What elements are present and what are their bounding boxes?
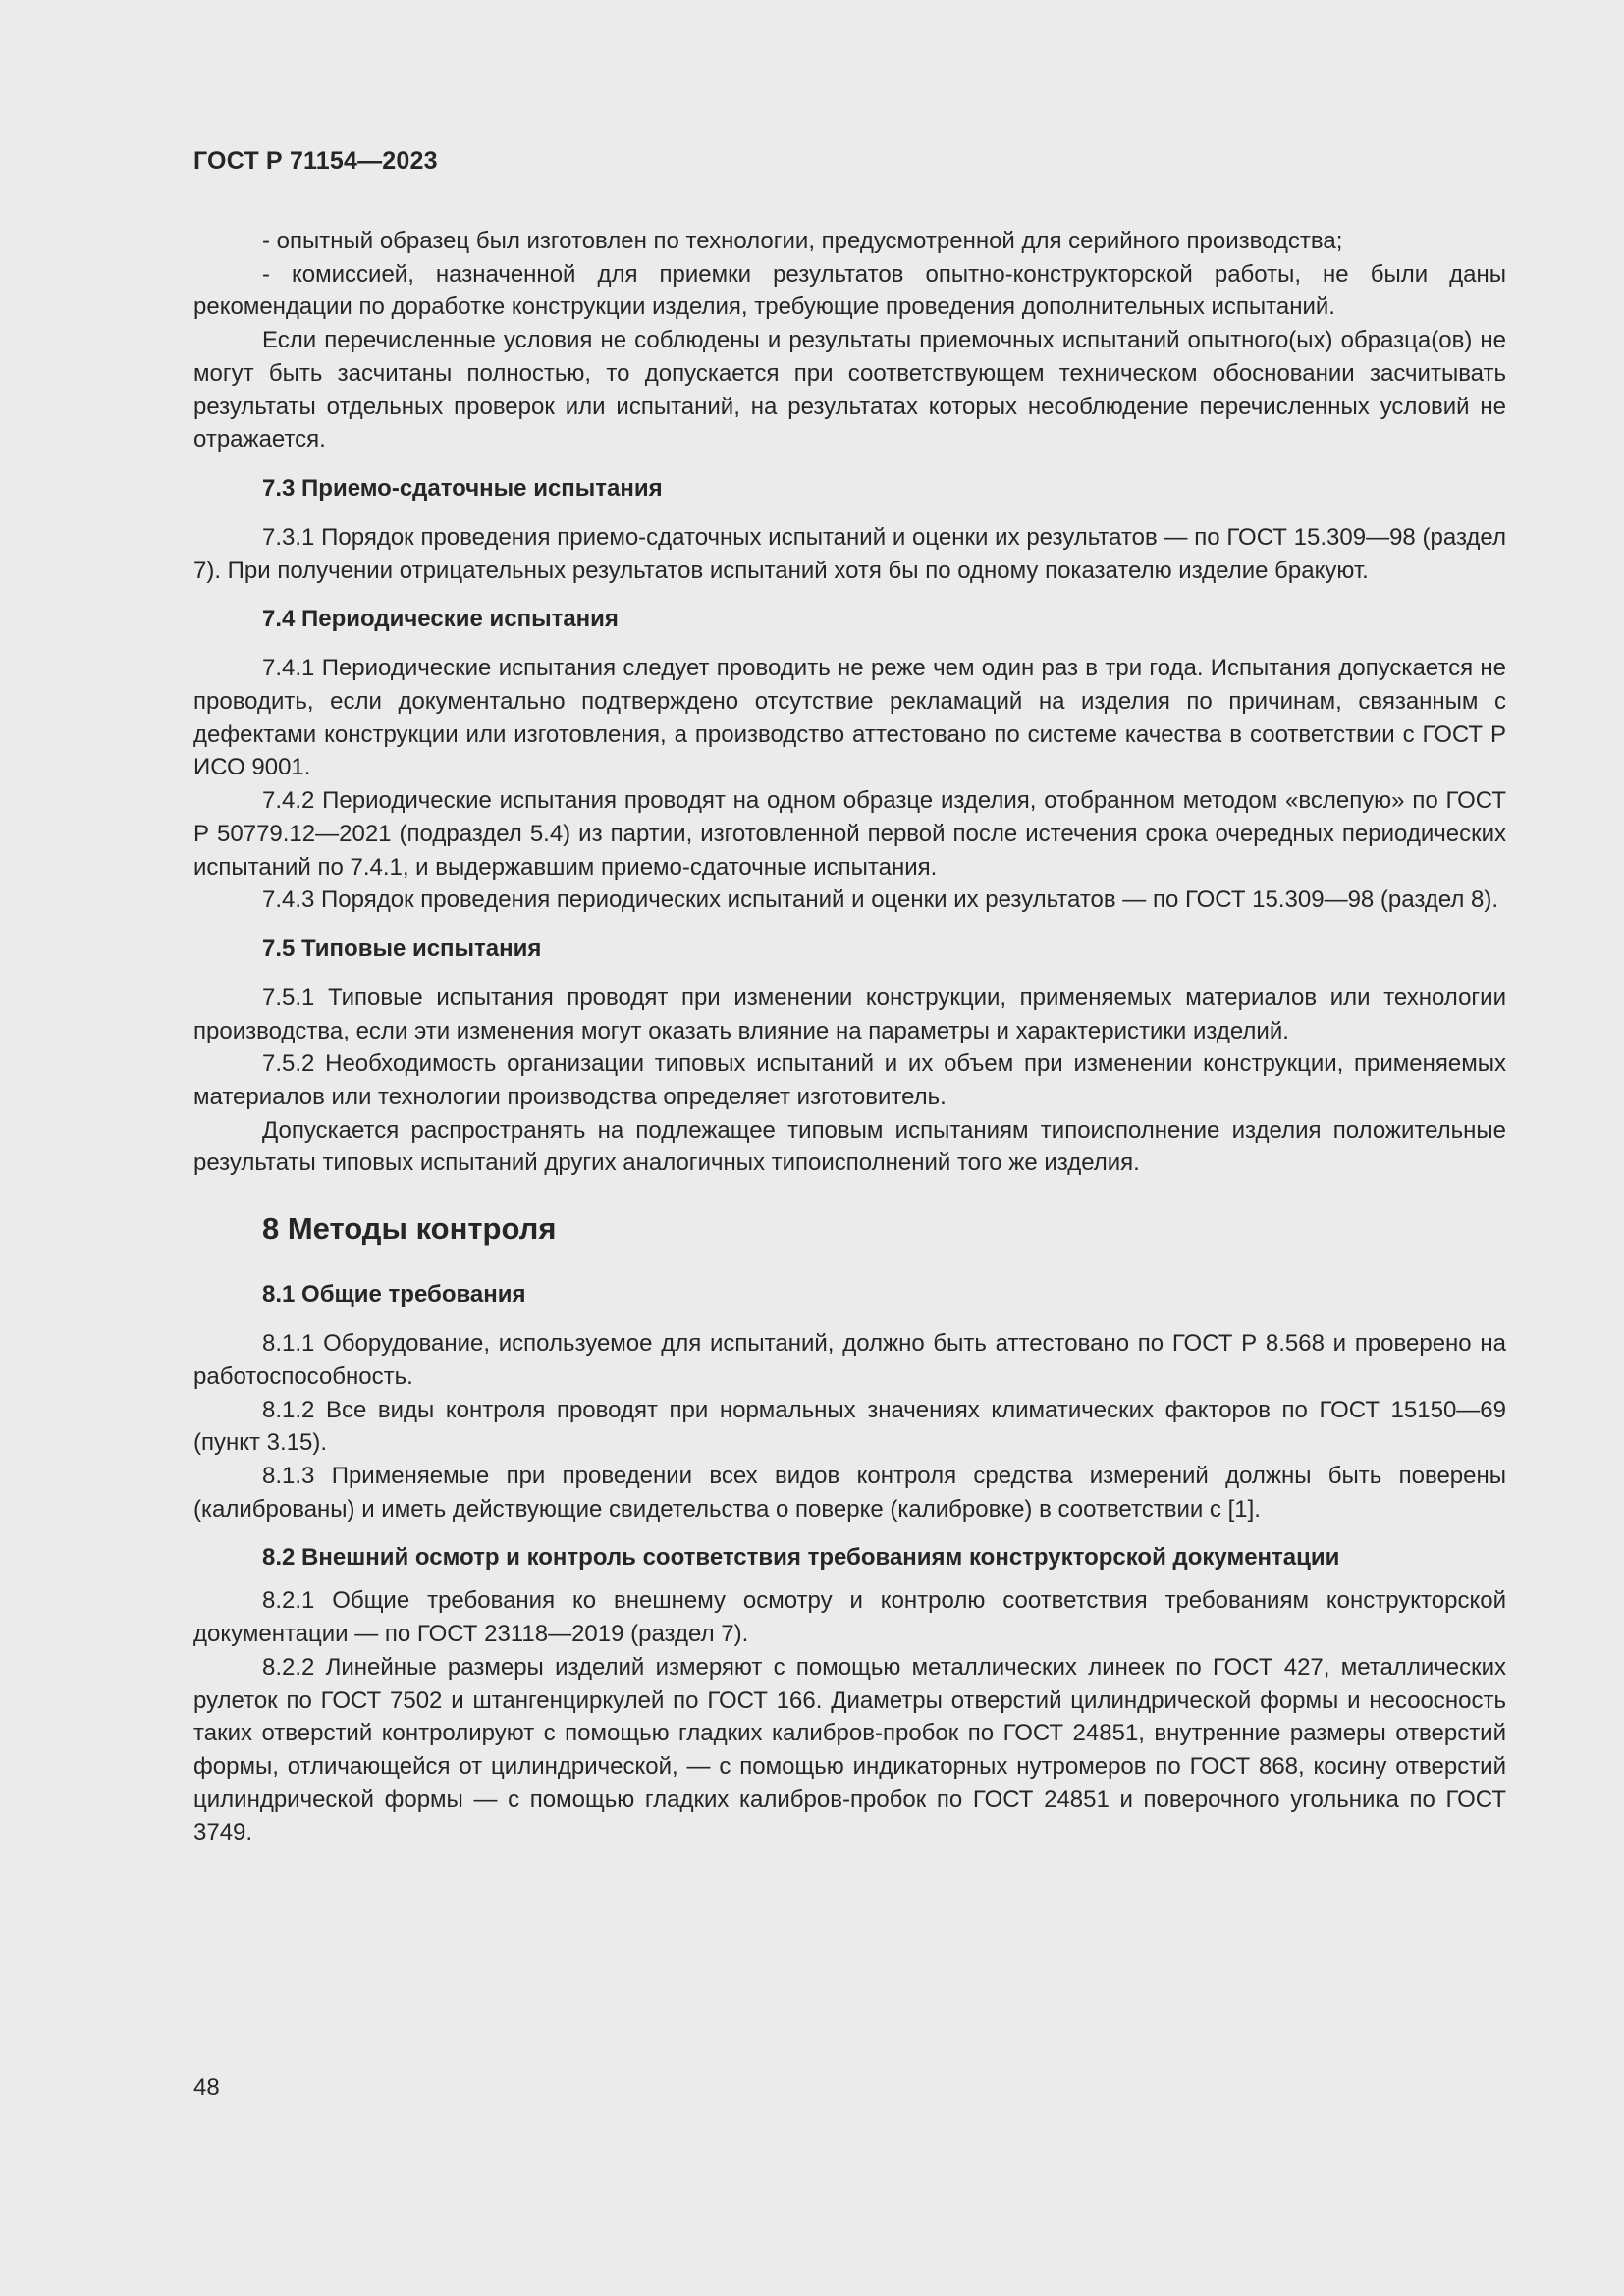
intro-bullet-2: - комиссией, назначенной для приемки результатов опытно-конструкторской работы, не были даны рекомендации по доработке конструкции изделия, требующие проведения дополнительных испытаний. bbox=[193, 260, 1506, 321]
clause-7-4-2: 7.4.2 Периодические испытания проводят на одном образце изделия, отобранном методом «вслепую» по ГОСТ Р 50779.12—2021 (подраздел 5.4) из партии, изготовленной первой после истечения срока очередных периодических испытаний по 7.4.1, и выдержавшим приемо-сдаточные испытания. bbox=[193, 787, 1506, 881]
clause-7-5-3-paragraph: Допускается распространять на подлежащее типовым испытаниям типоисполнение изделия положительные результаты типовых испытаний других аналогичных типоисполнений того же изделия. bbox=[193, 1116, 1506, 1177]
clause-7-4-1: 7.4.1 Периодические испытания следует проводить не реже чем один раз в три года. Испытания допускается не проводить, если документально подтверждено отсутствие рекламаций на изделия по причинам, связанным с дефектами конструкции или изготовления, а производство аттестовано по системе качества в соответствии с ГОСТ Р ИСО 9001. bbox=[193, 655, 1506, 781]
clause-8-2-1: 8.2.1 Общие требования ко внешнему осмотру и контролю соответствия требованиям конструкторской документации — по ГОСТ 23118—2019 (раздел 7). bbox=[193, 1587, 1506, 1648]
section-7-5-heading: 7.5 Типовые испытания bbox=[262, 934, 542, 962]
clause-8-1-1: 8.1.1 Оборудование, используемое для испытаний, должно быть аттестовано по ГОСТ Р 8.568 и проверено на работоспособность. bbox=[193, 1330, 1506, 1390]
clause-7-4-3: 7.4.3 Порядок проведения периодических испытаний и оценки их результатов — по ГОСТ 15.309—98 (раздел 8). bbox=[262, 886, 1499, 914]
clause-8-1-2: 8.1.2 Все виды контроля проводят при нормальных значениях климатических факторов по ГОСТ 15150—69 (пункт 3.15). bbox=[193, 1396, 1506, 1457]
clause-8-1-3: 8.1.3 Применяемые при проведении всех видов контроля средства измерений должны быть поверены (калиброваны) и иметь действующие свидетельства о поверке (калибровке) в соответствии с [1]. bbox=[193, 1462, 1506, 1522]
section-8-1-heading: 8.1 Общие требования bbox=[262, 1281, 526, 1308]
section-8-2-heading: 8.2 Внешний осмотр и контроль соответствия требованиям конструкторской документации bbox=[262, 1544, 1340, 1572]
section-7-4-heading: 7.4 Периодические испытания bbox=[262, 606, 619, 633]
section-7-3-heading: 7.3 Приемо-сдаточные испытания bbox=[262, 474, 663, 502]
clause-7-5-1: 7.5.1 Типовые испытания проводят при изменении конструкции, применяемых материалов или технологии производства, если эти изменения могут оказать влияние на параметры и характеристики изделий. bbox=[193, 984, 1506, 1044]
clause-7-5-2: 7.5.2 Необходимость организации типовых испытаний и их объем при изменении конструкции, применяемых материалов или технологии производства определяет изготовитель. bbox=[193, 1050, 1506, 1111]
intro-paragraph: Если перечисленные условия не соблюдены и результаты приемочных испытаний опытного(ых) образца(ов) не могут быть засчитаны полностью, то допускается при соответствующем техническом обосновании засчитывать результаты отдельных проверок или испытаний, на результатах которых несоблюдение перечисленных условий не отражается. bbox=[193, 327, 1506, 454]
document-code-header: ГОСТ Р 71154—2023 bbox=[193, 147, 438, 175]
clause-7-3-1: 7.3.1 Порядок проведения приемо-сдаточных испытаний и оценки их результатов — по ГОСТ 15.309—98 (раздел 7). При получении отрицательных результатов испытаний хотя бы по одному показателю изделие бракуют. bbox=[193, 523, 1506, 584]
clause-8-2-2: 8.2.2 Линейные размеры изделий измеряют с помощью металлических линеек по ГОСТ 427, металлических рулеток по ГОСТ 7502 и штангенциркулей по ГОСТ 166. Диаметры отверстий цилиндрической формы и несоосность таких отверстий контролируют с помощью гладких калибров-пробок по ГОСТ 24851, внутренние размеры отверстий формы, отличающейся от цилиндрической, — с помощью индикаторных нутромеров по ГОСТ 868, косину отверстий цилиндрической формы — с помощью гладких калибров-пробок по ГОСТ 24851 и поверочного угольника по ГОСТ 3749. bbox=[193, 1653, 1506, 1846]
intro-bullet-1: - опытный образец был изготовлен по технологии, предусмотренной для серийного производства; bbox=[262, 228, 1343, 254]
section-8-heading: 8 Методы контроля bbox=[262, 1211, 557, 1247]
page-number: 48 bbox=[193, 2074, 220, 2101]
page-content bbox=[193, 225, 1506, 1849]
